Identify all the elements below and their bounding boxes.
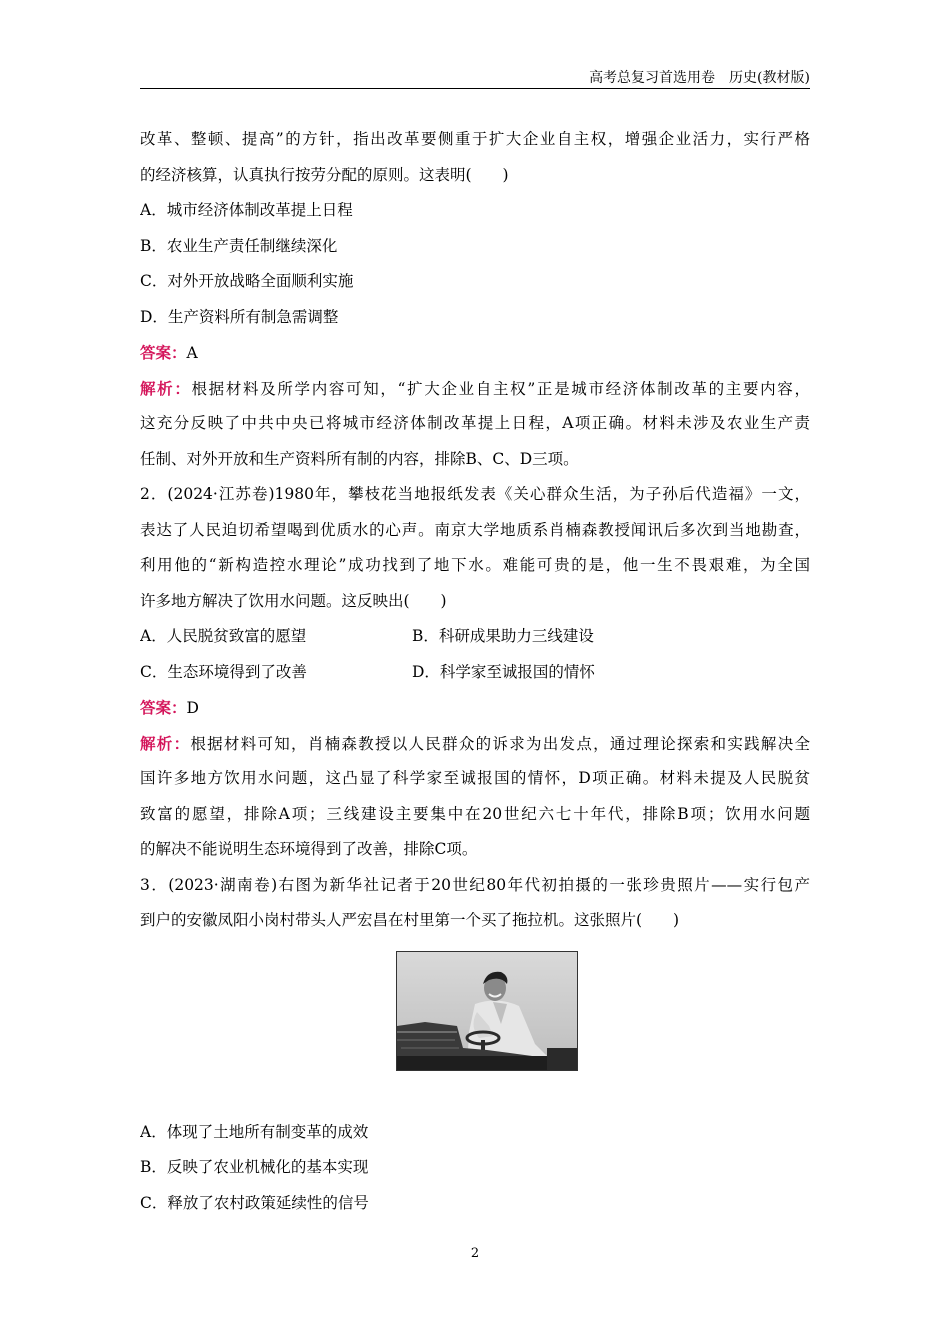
answer-value: A [186, 344, 198, 362]
q1-option-a: A．城市经济体制改革提上日程 [140, 201, 353, 219]
analysis-label: 解析： [140, 733, 191, 753]
answer-value: D [186, 699, 199, 717]
q1-answer [140, 335, 810, 371]
q1-analysis-line: 这充分反映了中共中央已将城市经济体制改革提上日程，A项正确。材料未涉及农业生产责 [140, 414, 810, 432]
q1-option-b: B．农业生产责任制继续深化 [140, 236, 338, 255]
q2-options-row [140, 619, 810, 655]
q2-stem-line: 许多地方解决了饮用水问题。这反映出( ) [140, 591, 447, 610]
photo-container [140, 939, 810, 1115]
q1-analysis-line: 任制、对外开放和生产资料所有制的内容，排除B、C、D三项。 [140, 449, 579, 468]
page-number: 2 [470, 1246, 480, 1261]
q1-stem-line: 改革、整顿、提高”的方针，指出改革要侧重于扩大企业自主权，增强企业活力，实行严格 [140, 130, 810, 148]
running-header: 高考总复习首选用卷 历史(教材版) [589, 70, 810, 86]
q3-stem-line: 3．(2023·湖南卷)右图为新华社记者于20世纪80年代初拍摄的一张珍贵照片——实行包产 [140, 875, 810, 894]
q1-stem-line: 的经济核算，认真执行按劳分配的原则。这表明( ) [140, 165, 509, 184]
q2-analysis-line: 国许多地方饮用水问题，这凸显了科学家至诚报国的情怀，D项正确。材料未提及人民脱贫 [140, 769, 810, 787]
analysis-text: 根据材料可知，肖楠森教授以人民群众的诉求为出发点，通过理论探索和实践解决全 [190, 734, 810, 753]
analysis-text: 根据材料及所学内容可知，“扩大企业自主权”正是城市经济体制改革的主要内容， [191, 379, 810, 398]
q2-stem-line: 利用他的“新构造控水理论”成功找到了地下水。难能可贵的是，他一生不畏艰难，为全国 [140, 556, 810, 574]
tractor-photo [396, 951, 578, 1071]
q2-stem-line: 2．(2024·江苏卷)1980年，攀枝花当地报纸发表《关心群众生活，为子孙后代造福》一文， [140, 485, 810, 503]
q1-analysis-line [140, 371, 810, 407]
q2-option-a: A．人民脱贫致富的愿望 [140, 627, 307, 645]
q1-option-c: C．对外开放战略全面顺利实施 [140, 272, 354, 290]
q3-option-c: C．释放了农村政策延续性的信号 [140, 1193, 369, 1212]
q2-analysis-line [140, 726, 810, 762]
q3-option-b: B．反映了农业机械化的基本实现 [140, 1158, 369, 1176]
q3-option-a: A．体现了土地所有制变革的成效 [140, 1122, 369, 1141]
q2-option-d: D．科学家至诚报国的情怀 [412, 662, 595, 681]
q2-answer [140, 690, 810, 726]
q2-option-c: C．生态环境得到了改善 [140, 662, 307, 681]
q3-stem-line: 到户的安徽凤阳小岗村带头人严宏昌在村里第一个买了拖拉机。这张照片( ) [140, 911, 680, 929]
page-content [140, 122, 810, 1221]
answer-label: 答案： [140, 698, 187, 717]
q2-stem-line: 表达了人民迫切希望喝到优质水的心声。南京大学地质系肖楠森教授闻讯后多次到当地勘查， [140, 520, 810, 539]
header-rule [140, 88, 810, 89]
q1-option-d: D．生产资料所有制急需调整 [140, 307, 339, 326]
q2-analysis-line: 致富的愿望，排除A项；三线建设主要集中在20世纪六七十年代，排除B项；饮用水问题 [140, 804, 810, 823]
answer-label: 答案： [140, 343, 187, 362]
analysis-label: 解析： [140, 378, 192, 398]
q2-option-b: B．科研成果助力三线建设 [412, 627, 594, 645]
q2-analysis-line: 的解决不能说明生态环境得到了改善，排除C项。 [140, 840, 478, 858]
q2-options-row [140, 655, 810, 691]
